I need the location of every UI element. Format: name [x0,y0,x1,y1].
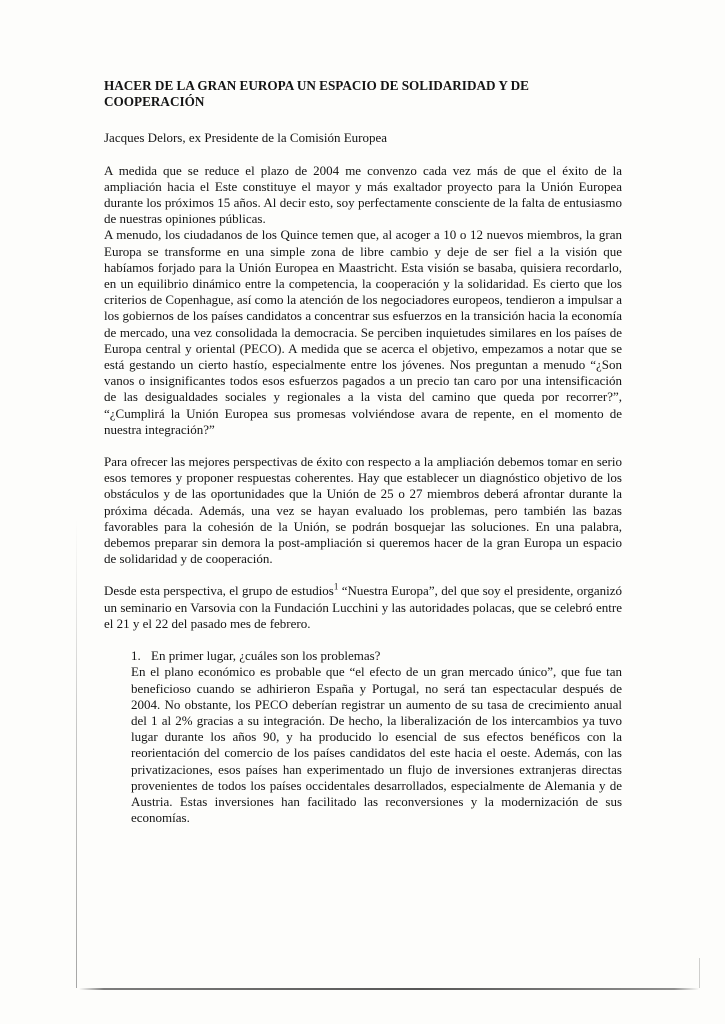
byline: Jacques Delors, ex Presidente de la Comisión Europea [104,130,388,146]
section-number: 1. [131,648,141,664]
paragraph: A medida que se reduce el plazo de 2004 me convenzo cada vez más de que el éxito de la ampliación hacia el Este constituye el mayor y más exaltador proyecto para la Unión Europea durante los próximos 15 años. Al decir esto, soy perfectamente consciente de la falta de entusiasmo de nuestras opiniones públicas. [104,162,622,227]
paragraph-with-footnote [104,583,622,632]
footnote-reference: 1 [333,582,339,593]
paragraph: Para ofrecer las mejores perspectivas de éxito con respecto a la ampliación debemos tomar en serio esos temores y proponer respuestas coherentes. Hay que establecer un diagnóstico objetivo de los obstáculos y de las oportunidades que la Unión de 25 o 27 miembros deberá afrontar durante la próxima década. Además, una vez se hayan evaluado los problemas, pero también las bazas favorables para la cohesión de la Unión, se podrán bosquejar las soluciones. En una palabra, debemos preparar sin demora la post-ampliación si queremos hacer de la gran Europa un espacio de solidaridad y de cooperación. [104,454,622,567]
footnote-paragraph-after: “Nuestra Europa”, del que soy el presidente, organizó un seminario en Varsovia con la Fundación Lucchini y las autoridades polacas, que se celebró entre el 21 y el 22 del pasado mes de febrero. [104,583,622,631]
document-title: HACER DE LA GRAN EUROPA UN ESPACIO DE SOLIDARIDAD Y DE COOPERACIÓN [104,78,529,110]
scan-artifact-right-edge [699,958,700,988]
footnote-paragraph-before: Desde esta perspectiva, el grupo de estudios [104,583,334,599]
section-heading [131,648,622,664]
paragraph: A menudo, los ciudadanos de los Quince temen que, al acoger a 10 o 12 nuevos miembros, la gran Europa se transforme en una simple zona de libre cambio y deje de ser fiel a la visión que habíamos forjado para la Unión Europea en Maastricht. Esta visión se basaba, quisiera recordarlo, en un equilibrio dinámico entre la competencia, la cooperación y la solidaridad. Es cierto que los criterios de Copenhague, así como la atención de los negociadores europeos, tendieron a impulsar a los gobiernos de los países candidatos a concentrar sus esfuerzos en la transición hacia la economía de mercado, una vez consolidada la democracia. Se perciben inquietudes similares en los países de Europa central y oriental (PECO). A medida que se acerca el objetivo, empezamos a notar que se está gestando un cierto hastío, especialmente entre los jóvenes. Nos preguntan a menudo “¿Son vanos o insignificantes todos esos esfuerzos pagados a un precio tan caro por una intensificación de las desigualdades sociales y regionales a la vista del camino que queda por recorrer?”, “¿Cumplirá la Unión Europea sus promesas volviéndose avara de repente, en el momento de nuestra integración?” [104,227,622,437]
paragraph: En el plano económico es probable que “el efecto de un gran mercado único”, que fue tan beneficioso cuando se adhirieron España y Portugal, no será tan espectacular después de 2004. No obstante, los PECO deberían registrar un aumento de su tasa de crecimiento anual del 1 al 2% gracias a su integración. De hecho, la liberalización de los intercambios ya tuvo lugar durante los años 90, y ha producido lo esencial de sus efectos benéficos con la reorientación del comercio de los países candidatos del este hacia el oeste. Además, con las privatizaciones, esos países han experimentado un flujo de inversiones extranjeras directas provenientes de todos los países occidentales desarrollados, especialmente de Alemania y de Austria. Estas inversiones han facilitado las reconversiones y la modernización de sus economías. [131,664,622,826]
document-page [104,78,622,826]
scan-artifact-left-edge [76,520,77,988]
numbered-section [131,648,622,826]
intro-paragraph-block [104,163,622,438]
section-heading-text: En primer lugar, ¿cuáles son los problemas? [151,648,381,664]
scan-artifact-bottom-edge [79,988,699,990]
